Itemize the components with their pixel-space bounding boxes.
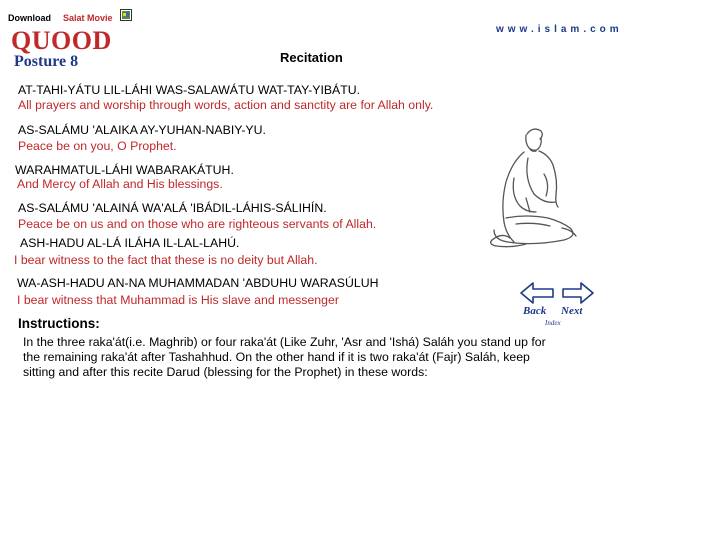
section-heading: Recitation [280, 50, 343, 65]
arabic-line-3: WARAHMATUL-LÁHI WABARAKÁTUH. [15, 163, 234, 177]
seated-prayer-figure [466, 118, 606, 258]
arabic-line-5: ASH-HADU AL-LÁ ILÁHA IL-LAL-LAHÚ. [20, 236, 240, 250]
arabic-line-2: AS-SALÁMU 'ALAIKA AY-YUHAN-NABIY-YU. [18, 123, 266, 137]
english-line-3: And Mercy of Allah and His blessings. [17, 177, 223, 191]
salat-movie-link[interactable]: Salat Movie [63, 13, 113, 23]
arabic-line-4: AS-SALÁMU 'ALAINÁ WA'ALÁ 'IBÁDIL-LÁHIS-SÁLIHÍN. [18, 201, 327, 215]
page-title: QUOOD [11, 26, 112, 55]
arabic-line-6: WA-ASH-HADU AN-NA MUHAMMADAN 'ABDUHU WARASÚLUH [17, 276, 379, 290]
english-line-4: Peace be on us and on those who are righteous servants of Allah. [18, 217, 377, 231]
back-arrow-icon[interactable] [521, 283, 553, 303]
instructions-heading: Instructions: [18, 316, 100, 331]
english-line-6: I bear witness that Muhammad is His slave and messenger [17, 293, 339, 307]
next-button[interactable]: Next [561, 305, 583, 317]
english-line-1: All prayers and worship through words, action and sanctity are for Allah only. [18, 98, 434, 112]
english-line-2: Peace be on you, O Prophet. [18, 139, 177, 153]
instructions-text: In the three raka'át(i.e. Maghrib) or four raka'át (Like Zuhr, 'Asr and 'Ishá) Saláh you stand up for the remaining raka'át after Tashahhud. On the other hand if it is two raka'át (Fajr) Saláh, keep sitting and after this recite Darud (blessing for the Prophet) in these words: [23, 335, 546, 379]
index-link[interactable]: Index [545, 319, 561, 327]
next-arrow-icon[interactable] [563, 283, 593, 303]
film-icon[interactable] [120, 9, 132, 21]
download-link[interactable]: Download [8, 13, 51, 23]
posture-label: Posture 8 [14, 53, 79, 70]
back-button[interactable]: Back [523, 305, 547, 317]
english-line-5: I bear witness to the fact that these is no deity but Allah. [14, 253, 318, 267]
arabic-line-1: AT-TAHI-YÁTU LIL-LÁHI WAS-SALAWÁTU WAT-TAY-YIBÁTU. [18, 83, 361, 97]
site-url: www.islam.com [496, 24, 623, 35]
